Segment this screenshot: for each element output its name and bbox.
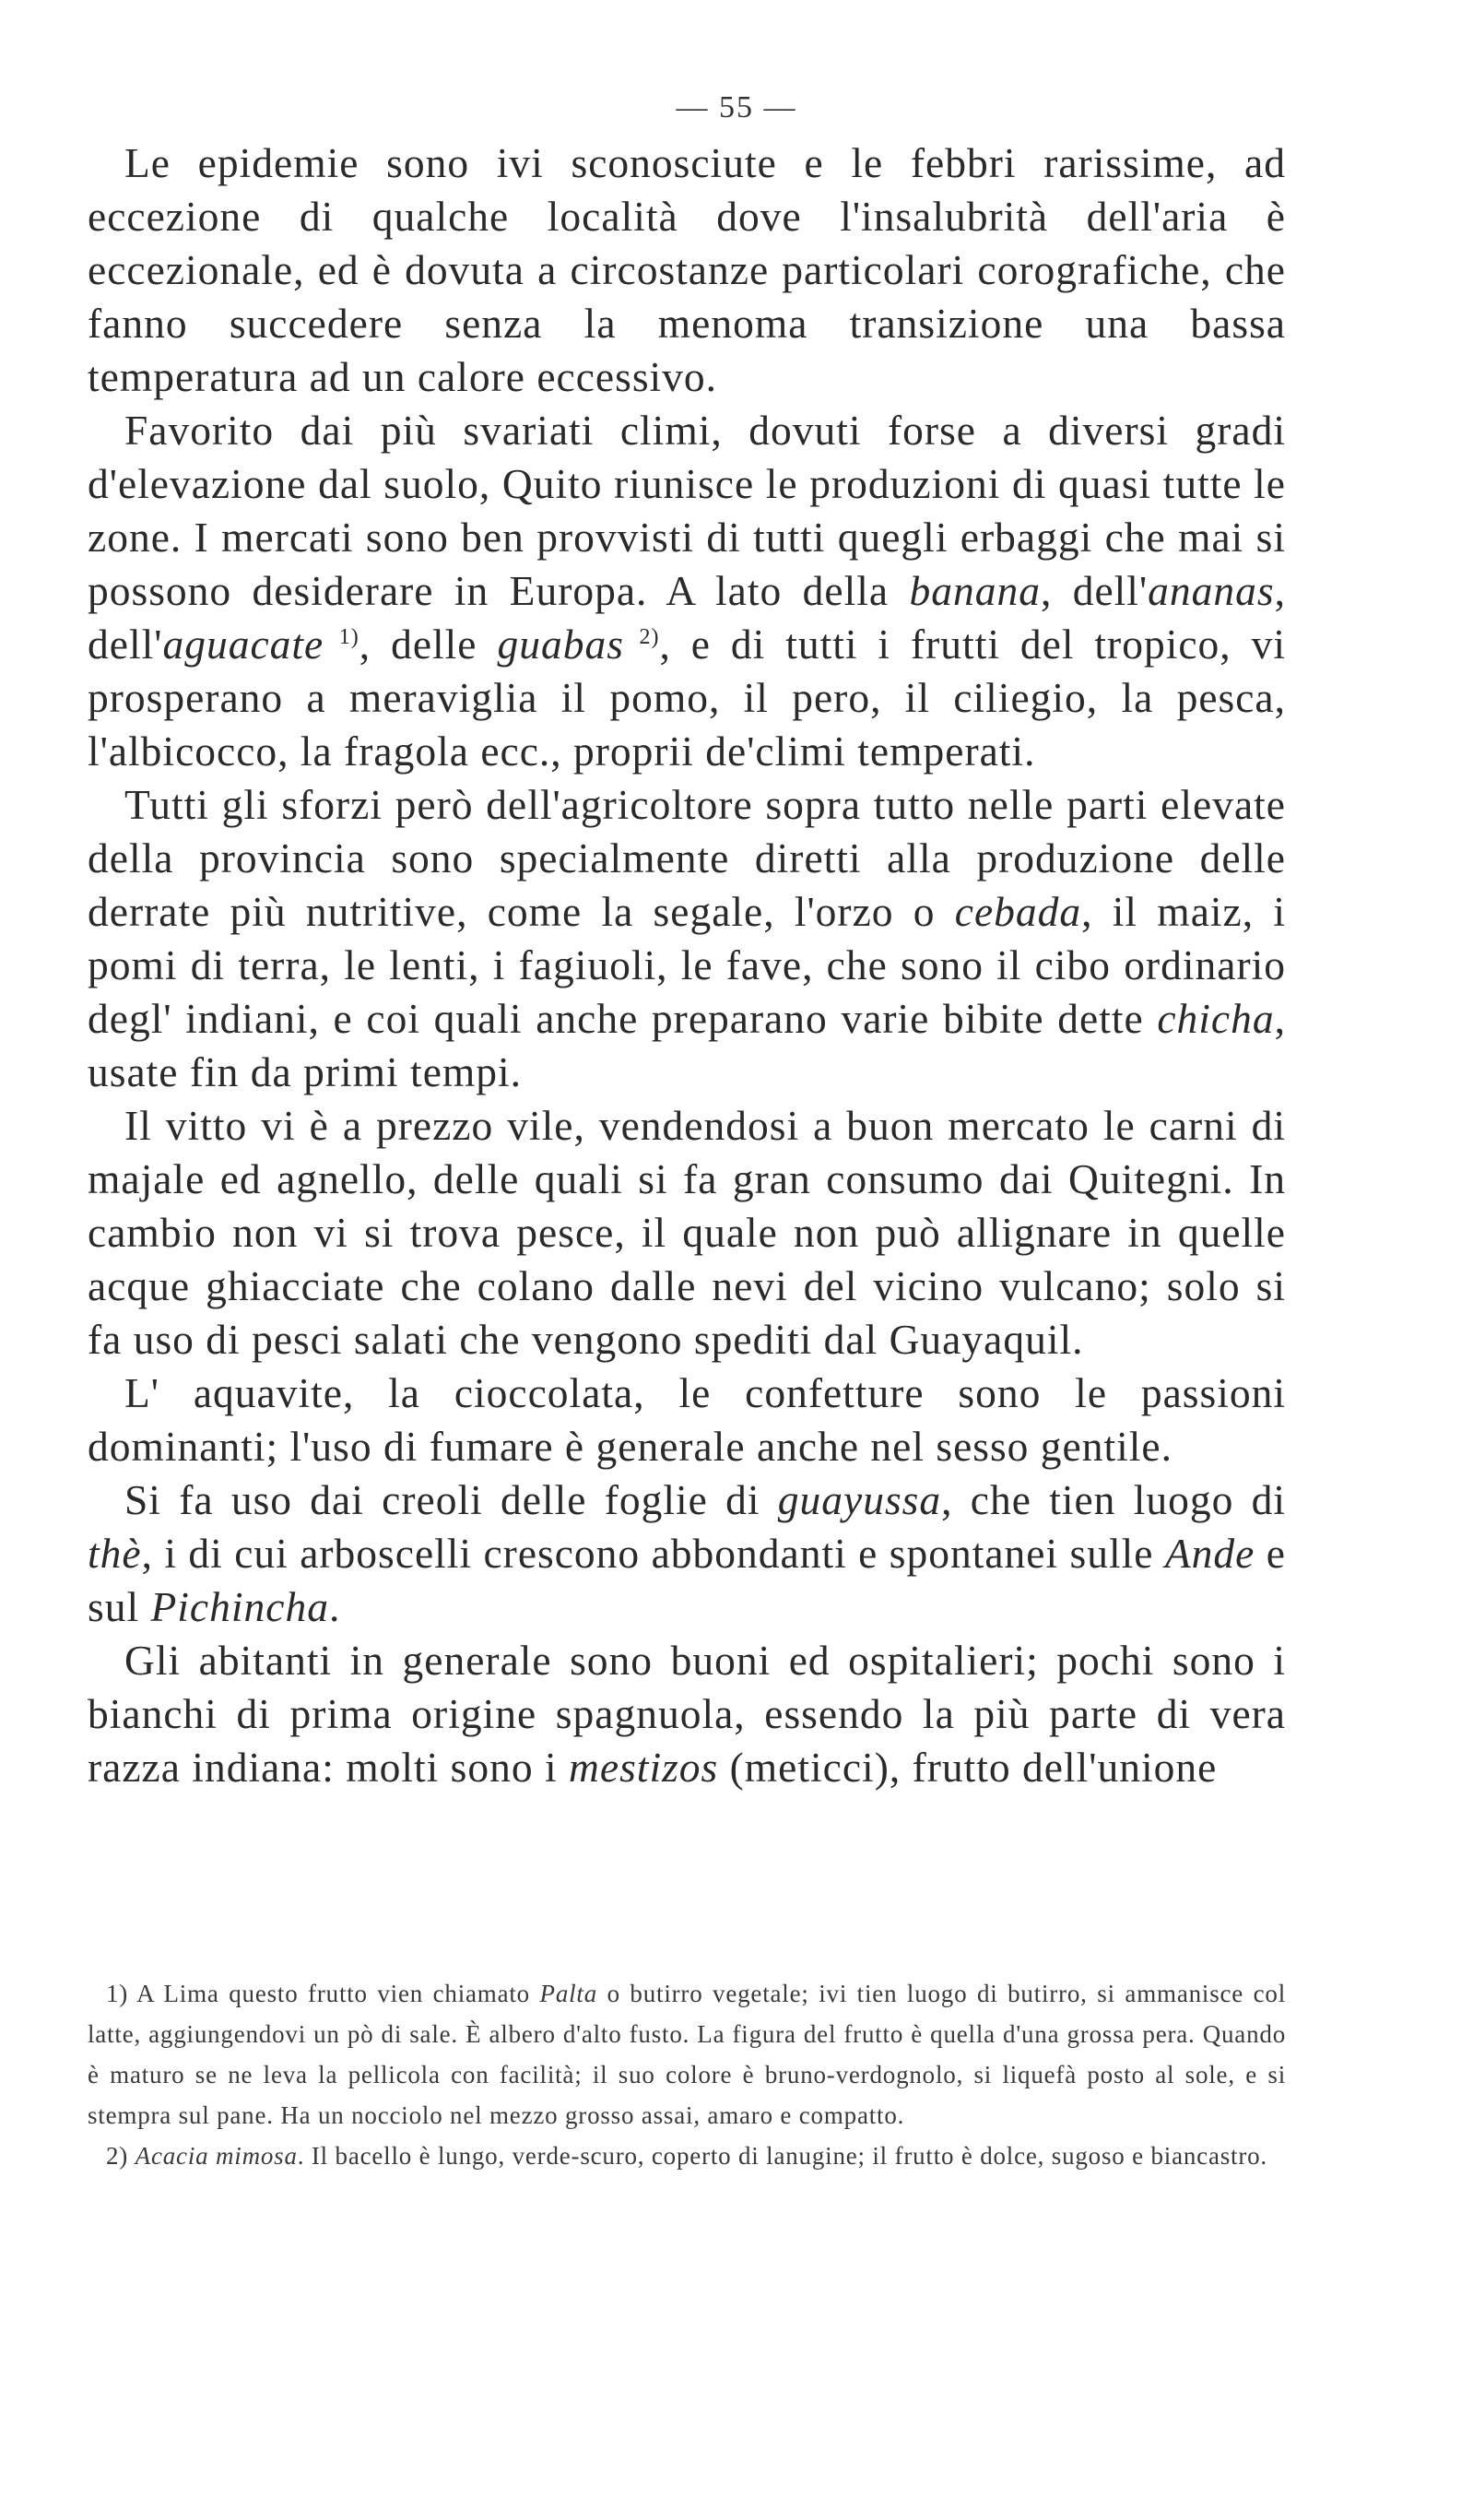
italic-term: guabas xyxy=(497,621,624,668)
text-run: , che tien luogo di xyxy=(941,1476,1286,1523)
paragraph xyxy=(88,778,1286,1099)
text-run: , dell' xyxy=(1040,567,1149,614)
text-run: , usate fin da primi tempi. xyxy=(88,995,1286,1095)
text-run: , delle xyxy=(359,621,498,668)
text-run: L' aquavite, la cioccolata, le confetture sono le passioni dominanti; l'uso di fumare è generale anche nel sesso gentile. xyxy=(88,1369,1286,1470)
paragraph xyxy=(88,1366,1286,1473)
text-run: 2) xyxy=(106,2142,136,2170)
italic-term: Acacia mimosa xyxy=(135,2142,298,2170)
text-run: 1) A Lima questo frutto vien chiamato xyxy=(106,1980,540,2007)
paragraph xyxy=(88,1634,1286,1794)
italic-term: mestizos xyxy=(569,1744,719,1791)
text-run: , dell' xyxy=(88,567,1286,668)
italic-term: Pichincha xyxy=(150,1583,329,1630)
text-run: Il vitto vi è a prezzo vile, vendendosi a buon mercato le carni di majale ed agnello, delle quali si fa gran consumo dai Quitegni. In cambio non vi si trova pesce, il quale non può allignare in quelle acque ghiacciate che colano dalle nevi del vicino vulcano; solo si fa uso di pesci salati che vengono spediti dal Guayaquil. xyxy=(88,1102,1286,1363)
paragraph xyxy=(88,136,1286,404)
paragraph xyxy=(88,404,1286,778)
text-run: o butirro vegetale; ivi tien luogo di butirro, si ammanisce col latte, aggiungendovi un pò di sale. È albero d'alto fusto. La figura del frutto è quella d'una grossa pera. Quando è maturo se ne leva la pellicola con facilità; il suo colore è bruno-verdognolo, si liquefà posto al sole, e si stempra sul pane. Ha un nocciolo nel mezzo grosso assai, amaro e compatto. xyxy=(88,1980,1287,2129)
text-run: Gli abitanti in generale sono buoni ed ospitalieri; pochi sono i bianchi di prima origine spagnuola, essendo la più parte di vera razza indiana: molti sono i xyxy=(88,1637,1286,1791)
text-run: Tutti gli sforzi però dell'agricoltore sopra tutto nelle parti elevate della provincia sono specialmente diretti alla produzione delle derrate più nutritive, come la segale, l'orzo o xyxy=(88,781,1286,935)
italic-term: Ande xyxy=(1164,1530,1255,1577)
paragraph xyxy=(88,1099,1286,1366)
text-run: . xyxy=(328,1583,341,1630)
text-run: e sul xyxy=(88,1530,1286,1630)
italic-term: cebada xyxy=(954,888,1082,935)
italic-term: Palta xyxy=(539,1980,598,2007)
page-number: — 55 — xyxy=(676,90,797,124)
text-run: Si fa uso dai creoli delle foglie di xyxy=(124,1476,778,1523)
italic-term: guayussa xyxy=(777,1476,942,1523)
footnote-reference: 1) xyxy=(324,624,359,649)
text-run: , i di cui arboscelli crescono abbondanti e spontanei sulle xyxy=(141,1530,1165,1577)
footnote xyxy=(88,2135,1286,2176)
text-run: Le epidemie sono ivi sconosciute e le febbri rarissime, ad eccezione di qualche località dove l'insalubrità dell'aria è eccezionale, ed è dovuta a circostanze particolari corografiche, che fanno succedere senza la menoma transizione una bassa temperatura ad un calore eccessivo. xyxy=(88,139,1286,400)
paragraph xyxy=(88,1473,1286,1634)
main-text xyxy=(88,136,1286,1794)
footnotes xyxy=(88,1973,1286,2176)
italic-term: thè xyxy=(88,1530,142,1577)
footnote-reference: 2) xyxy=(623,624,660,649)
italic-term: aguacate xyxy=(162,621,324,668)
italic-term: chicha xyxy=(1157,995,1275,1042)
footnote xyxy=(88,1973,1286,2135)
text-run: . Il bacello è lungo, verde-scuro, coperto di lanugine; il frutto è dolce, sugoso e biancastro. xyxy=(297,2142,1267,2170)
italic-term: ananas xyxy=(1148,567,1275,614)
text-run: , il maiz, i pomi di terra, le lenti, i fagiuoli, le fave, che sono il cibo ordinario degl' indiani, e coi quali anche preparano varie bibite dette xyxy=(88,888,1286,1042)
text-run: , e di tutti i frutti del tropico, vi prosperano a meraviglia il pomo, il pero, il ciliegio, la pesca, l'albicocco, la fragola ecc., proprii de'climi temperati. xyxy=(88,621,1286,775)
italic-term: banana xyxy=(909,567,1041,614)
text-run: (meticci), frutto dell'unione xyxy=(718,1744,1218,1791)
text-run: Favorito dai più svariati climi, dovuti forse a diversi gradi d'elevazione dal suolo, Quito riunisce le produzioni di quasi tutte le zone. I mercati sono ben provvisti di tutti quegli erbaggi che mai si possono desiderare in Europa. A lato della xyxy=(88,407,1286,614)
